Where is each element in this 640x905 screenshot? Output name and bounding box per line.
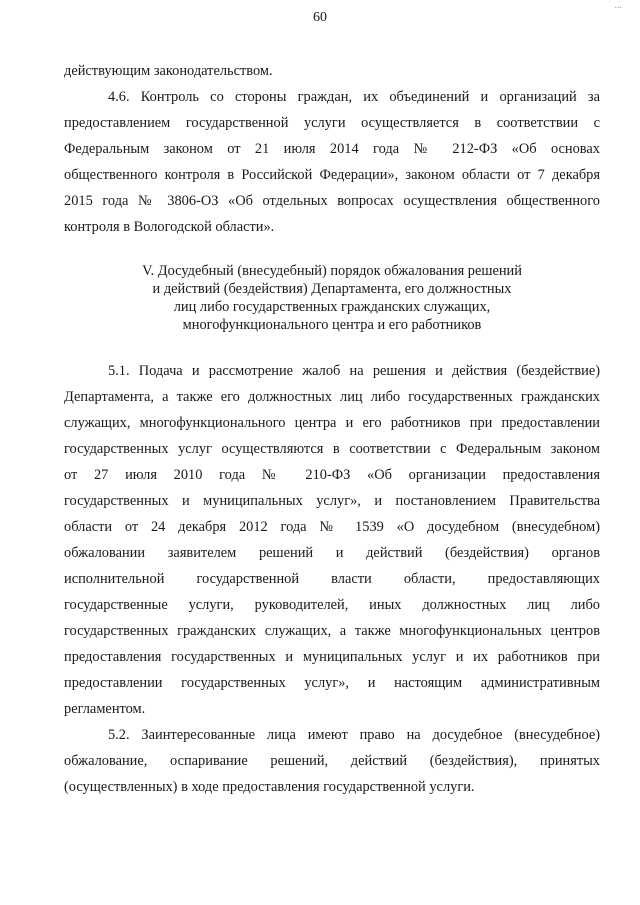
text-line: 2015 года № 3806-ОЗ «Об отдельных вопросах осуществления общественного bbox=[64, 193, 600, 209]
text-line: (осуществленных) в ходе предоставления государственной услуги. bbox=[64, 779, 475, 795]
text-line: служащих, многофункционального центра и его работников при предоставлении bbox=[64, 415, 600, 431]
text-line: исполнительной государственной власти области, предоставляющих bbox=[64, 571, 600, 587]
text-line: 5.2. Заинтересованные лица имеют право на досудебное (внесудебное) bbox=[108, 727, 600, 743]
text-line: действующим законодательством. bbox=[64, 63, 273, 79]
text-line: государственных гражданских служащих, а также многофункциональных центров bbox=[64, 623, 600, 639]
heading-line: лиц либо государственных гражданских служащих, bbox=[173, 299, 491, 315]
text-line: предоставления государственных и муниципальных услуг и их работников при bbox=[64, 649, 600, 665]
text-line: предоставлением государственной услуги осуществляется в соответствии с bbox=[64, 115, 600, 131]
section-heading bbox=[64, 262, 600, 334]
heading-line: V. Досудебный (внесудебный) порядок обжалования решений bbox=[142, 263, 522, 279]
paragraph-4-6 bbox=[64, 84, 600, 240]
text-line: обжаловании заявителем решений и действий (бездействия) органов bbox=[64, 545, 600, 561]
text-line: контроля в Вологодской области». bbox=[64, 219, 275, 235]
text-line: государственные услуги, руководителей, иных должностных лиц либо bbox=[64, 597, 600, 613]
corner-mark: ... bbox=[614, 0, 622, 11]
text-line: Департамента, а также его должностных лиц либо государственных гражданских bbox=[64, 389, 600, 405]
paragraph-5-1 bbox=[64, 358, 600, 722]
text-line: регламентом. bbox=[64, 701, 146, 717]
heading-line: многофункционального центра и его работников bbox=[182, 317, 482, 333]
text-line: 5.1. Подача и рассмотрение жалоб на решения и действия (бездействие) bbox=[108, 363, 600, 379]
text-line: государственных и муниципальных услуг», и постановлением Правительства bbox=[64, 493, 600, 509]
text-line: предоставлении государственных услуг», и настоящим административным bbox=[64, 675, 600, 691]
paragraph-5-2 bbox=[64, 722, 600, 800]
paragraph-continuation bbox=[64, 58, 600, 84]
text-line: Федеральным законом от 21 июля 2014 года № 212-ФЗ «Об основах bbox=[64, 141, 600, 157]
heading-line: и действий (бездействия) Департамента, его должностных bbox=[152, 281, 512, 297]
text-line: обжалование, оспаривание решений, действий (бездействия), принятых bbox=[64, 753, 600, 769]
text-line: области от 24 декабря 2012 года № 1539 «О досудебном (внесудебном) bbox=[64, 519, 600, 535]
page-number: 60 bbox=[313, 10, 327, 25]
text-line: от 27 июля 2010 года № 210-ФЗ «Об организации предоставления bbox=[64, 467, 600, 483]
text-line: общественного контроля в Российской Федерации», законом области от 7 декабря bbox=[64, 167, 600, 183]
text-line: 4.6. Контроль со стороны граждан, их объединений и организаций за bbox=[108, 89, 600, 105]
text-line: государственных услуг осуществляются в соответствии с Федеральным законом bbox=[64, 441, 600, 457]
